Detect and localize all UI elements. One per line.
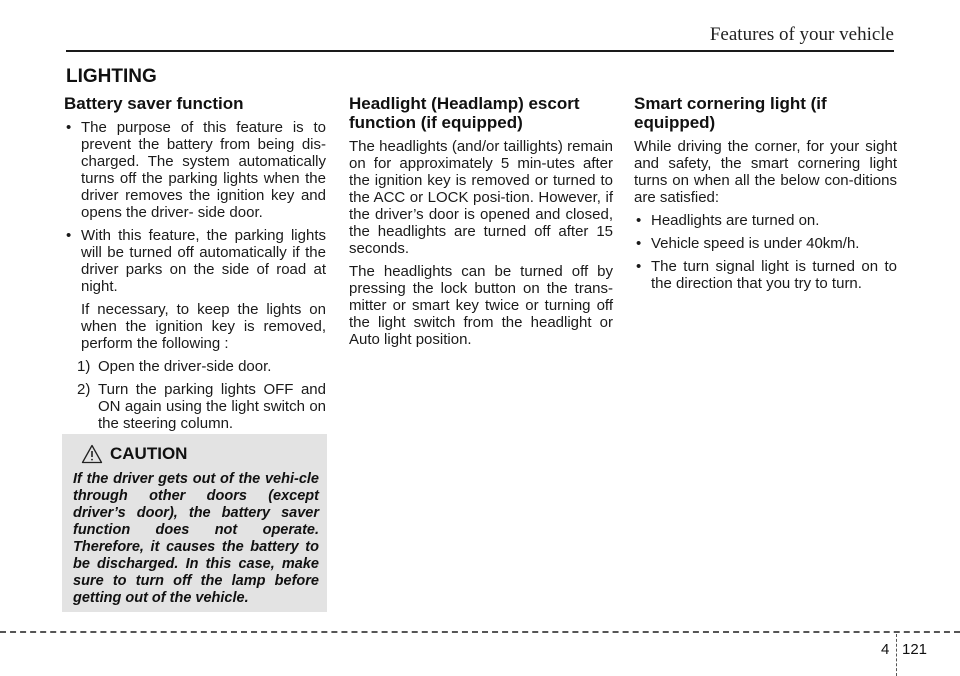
smart-cornering-para: While driving the corner, for your sight and safety, the smart cornering light turns on when all the below con-ditions are satisfied: <box>634 138 897 206</box>
bullet-dot: • <box>66 227 72 244</box>
headlight-escort-para-1: The headlights (and/or taillights) remain on for approximately 5 min-utes after the ignition key is removed or turned to the ACC or LOCK posi-tion. However, if the driver’s door is opened and closed, the headlights are turned off after 15 seconds. <box>349 138 613 257</box>
warning-triangle-icon <box>81 444 103 464</box>
page-separator <box>896 634 897 676</box>
footer-rule <box>0 631 960 633</box>
caution-header <box>81 444 319 464</box>
chapter-number: 4 <box>881 641 890 658</box>
battery-saver-instructions: If necessary, to keep the lights on when the ignition key is removed, perform the following : <box>81 301 326 352</box>
smart-cornering-bullet-3 <box>634 258 897 292</box>
header-rule <box>66 50 894 52</box>
section-title: LIGHTING <box>66 66 157 87</box>
column-smart-cornering <box>634 94 897 298</box>
column-battery-saver <box>64 94 326 438</box>
caution-text: If the driver gets out of the vehi-cle through other doors (except driver’s door), the battery saver function does not operate. Therefore, it causes the battery to be discharged. In this case, make sure to turn off the lamp before getting out of the vehicle. <box>73 471 319 606</box>
battery-saver-step-2 <box>64 381 326 432</box>
bullet-text: Vehicle speed is under 40km/h. <box>651 235 860 252</box>
battery-saver-bullet-1 <box>64 119 326 221</box>
headlight-escort-para-2: The headlights can be turned off by pressing the lock button on the trans-mitter or smart key twice or turning off the light switch from the headlight or Auto light position. <box>349 263 613 348</box>
smart-cornering-bullet-2 <box>634 235 897 252</box>
battery-saver-bullet-2 <box>64 227 326 295</box>
caution-box <box>62 434 327 612</box>
battery-saver-heading: Battery saver function <box>64 94 244 113</box>
step-number: 2) <box>77 381 91 398</box>
bullet-dot: • <box>66 119 72 136</box>
step-text: Turn the parking lights OFF and ON again using the light switch on the steering column. <box>98 381 326 432</box>
bullet-text: The turn signal light is turned on to the direction that you try to turn. <box>651 258 897 292</box>
bullet-dot: • <box>636 258 642 275</box>
step-text: Open the driver-side door. <box>98 358 272 375</box>
bullet-text: Headlights are turned on. <box>651 212 820 229</box>
smart-cornering-heading: Smart cornering light (if equipped) <box>634 94 827 132</box>
running-header: Features of your vehicle <box>709 24 894 45</box>
bullet-dot: • <box>636 212 642 229</box>
caution-label: CAUTION <box>110 444 188 463</box>
step-number: 1) <box>77 358 91 375</box>
page-number: 121 <box>902 641 928 658</box>
bullet-dot: • <box>636 235 642 252</box>
bullet-text: With this feature, the parking lights will be turned off automatically if the driver parks on the side of road at night. <box>81 227 326 295</box>
headlight-escort-heading: Headlight (Headlamp) escort function (if equipped) <box>349 94 580 132</box>
bullet-text: The purpose of this feature is to prevent the battery from being dis-charged. The system automatically turns off the parking lights when the driver removes the ignition key and opens the driver- side door. <box>81 119 326 221</box>
column-headlight-escort <box>349 94 613 354</box>
smart-cornering-bullet-1 <box>634 212 897 229</box>
battery-saver-step-1 <box>64 358 326 375</box>
